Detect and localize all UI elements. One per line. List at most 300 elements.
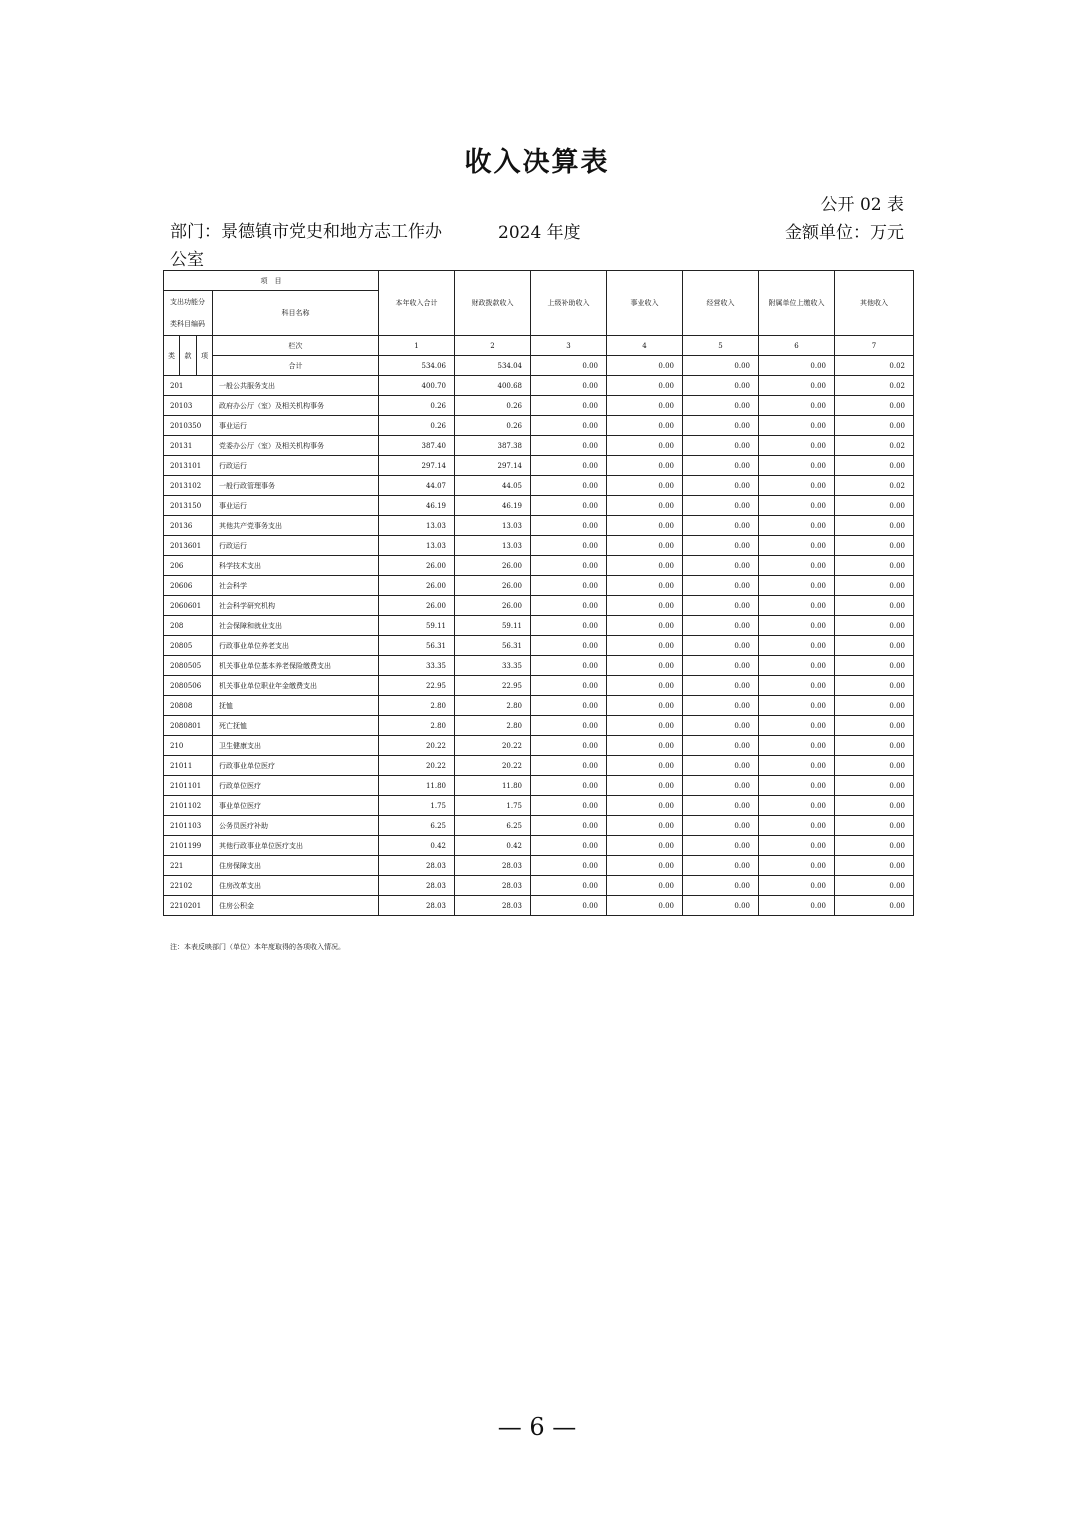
- amount-cell-3: 0.00: [531, 676, 607, 696]
- col-number-5: 5: [683, 336, 759, 356]
- table-row: [164, 556, 914, 576]
- amount-cell-4: 0.00: [607, 816, 683, 836]
- subject-name: 死亡抚恤: [213, 716, 379, 736]
- table-row: [164, 876, 914, 896]
- amount-cell-3: 0.00: [531, 716, 607, 736]
- subject-code: 2010350: [164, 416, 213, 436]
- table-row: [164, 436, 914, 456]
- amount-cell-5: 0.00: [683, 756, 759, 776]
- subject-name: 行政单位医疗: [213, 776, 379, 796]
- amount-cell-2: 26.00: [455, 596, 531, 616]
- amount-cell-5: 0.00: [683, 456, 759, 476]
- amount-cell-3: 0.00: [531, 756, 607, 776]
- amount-cell-6: 0.00: [759, 536, 835, 556]
- project-header: 项 目: [164, 271, 379, 291]
- total-value-6: 0.00: [759, 356, 835, 376]
- kuan-header: 款: [180, 336, 197, 376]
- amount-cell-3: 0.00: [531, 776, 607, 796]
- page-title: 收入决算表: [464, 147, 610, 178]
- amount-cell-2: 28.03: [455, 856, 531, 876]
- amount-cell-5: 0.00: [683, 876, 759, 896]
- amount-cell-3: 0.00: [531, 476, 607, 496]
- amount-cell-1: 44.07: [379, 476, 455, 496]
- department-label: 部门：景德镇市党史和地方志工作办公室: [170, 222, 442, 270]
- amount-cell-2: 22.95: [455, 676, 531, 696]
- amount-cell-2: 0.42: [455, 836, 531, 856]
- subject-code: 2080506: [164, 676, 213, 696]
- subject-name: 卫生健康支出: [213, 736, 379, 756]
- amount-cell-7: 0.00: [835, 836, 914, 856]
- amount-cell-4: 0.00: [607, 496, 683, 516]
- amount-cell-1: 26.00: [379, 576, 455, 596]
- amount-cell-4: 0.00: [607, 656, 683, 676]
- amount-cell-5: 0.00: [683, 396, 759, 416]
- table-row: [164, 596, 914, 616]
- amount-cell-3: 0.00: [531, 596, 607, 616]
- amount-cell-6: 0.00: [759, 756, 835, 776]
- total-label: 合计: [213, 356, 379, 376]
- table-row: [164, 836, 914, 856]
- table-row: [164, 496, 914, 516]
- subject-name: 行政事业单位医疗: [213, 756, 379, 776]
- amount-cell-5: 0.00: [683, 696, 759, 716]
- subject-name: 社会科学: [213, 576, 379, 596]
- total-value-2: 534.04: [455, 356, 531, 376]
- subject-name: 机关事业单位职业年金缴费支出: [213, 676, 379, 696]
- amount-cell-6: 0.00: [759, 496, 835, 516]
- amount-cell-6: 0.00: [759, 616, 835, 636]
- amount-cell-7: 0.00: [835, 596, 914, 616]
- amount-cell-7: 0.00: [835, 656, 914, 676]
- subject-code: 20606: [164, 576, 213, 596]
- amount-cell-5: 0.00: [683, 716, 759, 736]
- subject-name: 其他共产党事务支出: [213, 516, 379, 536]
- table-row: [164, 536, 914, 556]
- amount-cell-1: 2.80: [379, 696, 455, 716]
- amount-cell-1: 2.80: [379, 716, 455, 736]
- amount-cell-5: 0.00: [683, 816, 759, 836]
- amount-cell-6: 0.00: [759, 576, 835, 596]
- total-value-1: 534.06: [379, 356, 455, 376]
- table-row: [164, 776, 914, 796]
- amount-cell-5: 0.00: [683, 836, 759, 856]
- amount-cell-6: 0.00: [759, 416, 835, 436]
- amount-cell-4: 0.00: [607, 396, 683, 416]
- page-number: — 6 —: [497, 1413, 577, 1441]
- func-class-line1: 支出功能分: [164, 291, 213, 314]
- amount-cell-3: 0.00: [531, 876, 607, 896]
- amount-cell-2: 2.80: [455, 716, 531, 736]
- amount-cell-5: 0.00: [683, 636, 759, 656]
- subject-code: 2080801: [164, 716, 213, 736]
- col-number-1: 1: [379, 336, 455, 356]
- subject-code: 2101103: [164, 816, 213, 836]
- subject-code: 210: [164, 736, 213, 756]
- amount-cell-6: 0.00: [759, 716, 835, 736]
- xiang-header: 项: [197, 336, 213, 376]
- amount-cell-6: 0.00: [759, 776, 835, 796]
- table-row: [164, 476, 914, 496]
- amount-cell-4: 0.00: [607, 716, 683, 736]
- amount-cell-4: 0.00: [607, 676, 683, 696]
- subject-code: 2013601: [164, 536, 213, 556]
- amount-cell-1: 33.35: [379, 656, 455, 676]
- col-header-2: 财政拨款收入: [455, 271, 531, 336]
- col-number-6: 6: [759, 336, 835, 356]
- subject-code: 2101199: [164, 836, 213, 856]
- subject-name: 机关事业单位基本养老保险缴费支出: [213, 656, 379, 676]
- total-value-3: 0.00: [531, 356, 607, 376]
- amount-cell-1: 13.03: [379, 516, 455, 536]
- amount-cell-6: 0.00: [759, 876, 835, 896]
- amount-cell-5: 0.00: [683, 536, 759, 556]
- amount-cell-5: 0.00: [683, 596, 759, 616]
- subject-code: 20805: [164, 636, 213, 656]
- subject-name: 事业运行: [213, 496, 379, 516]
- table-row: [164, 856, 914, 876]
- amount-cell-6: 0.00: [759, 836, 835, 856]
- table-row: [164, 616, 914, 636]
- amount-cell-5: 0.00: [683, 416, 759, 436]
- subject-code: 20136: [164, 516, 213, 536]
- col-number-4: 4: [607, 336, 683, 356]
- amount-cell-3: 0.00: [531, 496, 607, 516]
- amount-cell-6: 0.00: [759, 436, 835, 456]
- amount-cell-1: 59.11: [379, 616, 455, 636]
- amount-cell-2: 59.11: [455, 616, 531, 636]
- amount-cell-7: 0.00: [835, 456, 914, 476]
- amount-cell-5: 0.00: [683, 656, 759, 676]
- subject-name: 一般公共服务支出: [213, 376, 379, 396]
- amount-cell-5: 0.00: [683, 556, 759, 576]
- col-number-2: 2: [455, 336, 531, 356]
- amount-cell-7: 0.00: [835, 776, 914, 796]
- amount-cell-1: 56.31: [379, 636, 455, 656]
- total-row: [164, 356, 914, 376]
- table-row: [164, 656, 914, 676]
- amount-cell-6: 0.00: [759, 736, 835, 756]
- amount-cell-7: 0.00: [835, 896, 914, 916]
- table-row: [164, 676, 914, 696]
- table-note: 注：本表反映部门（单位）本年度取得的各项收入情况。: [170, 943, 345, 951]
- table-row: [164, 756, 914, 776]
- amount-cell-5: 0.00: [683, 796, 759, 816]
- amount-cell-7: 0.00: [835, 676, 914, 696]
- subject-code: 2101101: [164, 776, 213, 796]
- subject-code: 2080505: [164, 656, 213, 676]
- amount-cell-5: 0.00: [683, 736, 759, 756]
- amount-cell-6: 0.00: [759, 656, 835, 676]
- amount-cell-1: 400.70: [379, 376, 455, 396]
- table-row: [164, 696, 914, 716]
- subject-name: 事业运行: [213, 416, 379, 436]
- amount-cell-4: 0.00: [607, 516, 683, 536]
- table-row: [164, 816, 914, 836]
- table-row: [164, 376, 914, 396]
- col-header-3: 上级补助收入: [531, 271, 607, 336]
- amount-cell-7: 0.00: [835, 616, 914, 636]
- amount-cell-7: 0.00: [835, 716, 914, 736]
- subject-code: 20808: [164, 696, 213, 716]
- amount-cell-4: 0.00: [607, 576, 683, 596]
- subject-name: 其他行政事业单位医疗支出: [213, 836, 379, 856]
- amount-cell-3: 0.00: [531, 536, 607, 556]
- amount-cell-1: 28.03: [379, 896, 455, 916]
- amount-cell-2: 11.80: [455, 776, 531, 796]
- amount-cell-5: 0.00: [683, 436, 759, 456]
- amount-cell-1: 387.40: [379, 436, 455, 456]
- amount-cell-4: 0.00: [607, 616, 683, 636]
- table-row: [164, 396, 914, 416]
- col-header-6: 附属单位上缴收入: [759, 271, 835, 336]
- subject-code: 2013150: [164, 496, 213, 516]
- amount-cell-3: 0.00: [531, 796, 607, 816]
- subject-code: 206: [164, 556, 213, 576]
- amount-cell-5: 0.00: [683, 576, 759, 596]
- amount-cell-3: 0.00: [531, 896, 607, 916]
- col-header-7: 其他收入: [835, 271, 914, 336]
- amount-cell-2: 28.03: [455, 876, 531, 896]
- amount-cell-7: 0.00: [835, 696, 914, 716]
- func-class-line2: 类科目编码: [164, 313, 213, 336]
- subject-code: 2210201: [164, 896, 213, 916]
- amount-cell-2: 20.22: [455, 736, 531, 756]
- amount-cell-3: 0.00: [531, 696, 607, 716]
- amount-cell-2: 400.68: [455, 376, 531, 396]
- subject-name: 行政运行: [213, 536, 379, 556]
- amount-cell-6: 0.00: [759, 696, 835, 716]
- subject-code: 2013102: [164, 476, 213, 496]
- lei-header: 类: [164, 336, 180, 376]
- amount-cell-3: 0.00: [531, 816, 607, 836]
- subject-name: 住房公积金: [213, 896, 379, 916]
- subject-name: 行政运行: [213, 456, 379, 476]
- amount-cell-6: 0.00: [759, 676, 835, 696]
- subject-code: 2013101: [164, 456, 213, 476]
- subject-name: 政府办公厅（室）及相关机构事务: [213, 396, 379, 416]
- amount-cell-6: 0.00: [759, 376, 835, 396]
- subject-name: 行政事业单位养老支出: [213, 636, 379, 656]
- subject-name: 抚恤: [213, 696, 379, 716]
- amount-cell-3: 0.00: [531, 556, 607, 576]
- amount-cell-4: 0.00: [607, 836, 683, 856]
- amount-cell-6: 0.00: [759, 636, 835, 656]
- amount-cell-2: 20.22: [455, 756, 531, 776]
- amount-cell-6: 0.00: [759, 596, 835, 616]
- table-row: [164, 796, 914, 816]
- amount-cell-7: 0.00: [835, 736, 914, 756]
- amount-cell-4: 0.00: [607, 636, 683, 656]
- amount-cell-6: 0.00: [759, 456, 835, 476]
- amount-cell-6: 0.00: [759, 816, 835, 836]
- amount-cell-1: 28.03: [379, 876, 455, 896]
- amount-cell-5: 0.00: [683, 896, 759, 916]
- amount-cell-1: 20.22: [379, 756, 455, 776]
- amount-cell-2: 297.14: [455, 456, 531, 476]
- amount-cell-3: 0.00: [531, 516, 607, 536]
- col-number-7: 7: [835, 336, 914, 356]
- amount-cell-1: 0.42: [379, 836, 455, 856]
- table-row: [164, 736, 914, 756]
- amount-unit: 金额单位：万元: [785, 223, 904, 243]
- amount-cell-7: 0.00: [835, 416, 914, 436]
- amount-cell-7: 0.00: [835, 756, 914, 776]
- form-number: 公开 02 表: [820, 195, 904, 215]
- col-header-1: 本年收入合计: [379, 271, 455, 336]
- amount-cell-5: 0.00: [683, 516, 759, 536]
- amount-cell-1: 26.00: [379, 556, 455, 576]
- subject-code: 20103: [164, 396, 213, 416]
- fiscal-year: 2024 年度: [498, 223, 581, 243]
- amount-cell-6: 0.00: [759, 856, 835, 876]
- amount-cell-3: 0.00: [531, 376, 607, 396]
- amount-cell-1: 297.14: [379, 456, 455, 476]
- amount-cell-2: 26.00: [455, 576, 531, 596]
- subject-code: 22102: [164, 876, 213, 896]
- amount-cell-7: 0.02: [835, 476, 914, 496]
- col-number-3: 3: [531, 336, 607, 356]
- amount-cell-2: 387.38: [455, 436, 531, 456]
- income-table: [163, 270, 914, 916]
- amount-cell-2: 33.35: [455, 656, 531, 676]
- amount-cell-6: 0.00: [759, 516, 835, 536]
- amount-cell-3: 0.00: [531, 636, 607, 656]
- subject-code: 208: [164, 616, 213, 636]
- amount-cell-1: 20.22: [379, 736, 455, 756]
- subject-name: 一般行政管理事务: [213, 476, 379, 496]
- table-row: [164, 516, 914, 536]
- amount-cell-5: 0.00: [683, 376, 759, 396]
- amount-cell-4: 0.00: [607, 536, 683, 556]
- amount-cell-7: 0.02: [835, 376, 914, 396]
- subject-code: 2101102: [164, 796, 213, 816]
- amount-cell-2: 1.75: [455, 796, 531, 816]
- amount-cell-7: 0.00: [835, 556, 914, 576]
- amount-cell-4: 0.00: [607, 856, 683, 876]
- amount-cell-2: 13.03: [455, 516, 531, 536]
- header-row-project: [164, 271, 914, 291]
- amount-cell-2: 56.31: [455, 636, 531, 656]
- amount-cell-5: 0.00: [683, 496, 759, 516]
- amount-cell-3: 0.00: [531, 836, 607, 856]
- amount-cell-4: 0.00: [607, 776, 683, 796]
- subject-code: 201: [164, 376, 213, 396]
- amount-cell-3: 0.00: [531, 416, 607, 436]
- amount-cell-4: 0.00: [607, 756, 683, 776]
- amount-cell-6: 0.00: [759, 396, 835, 416]
- col-header-5: 经营收入: [683, 271, 759, 336]
- total-value-4: 0.00: [607, 356, 683, 376]
- amount-cell-2: 13.03: [455, 536, 531, 556]
- amount-cell-7: 0.00: [835, 396, 914, 416]
- amount-cell-2: 6.25: [455, 816, 531, 836]
- amount-cell-7: 0.00: [835, 576, 914, 596]
- subject-name: 社会保障和就业支出: [213, 616, 379, 636]
- amount-cell-4: 0.00: [607, 436, 683, 456]
- subject-name: 住房保障支出: [213, 856, 379, 876]
- subject-name: 科学技术支出: [213, 556, 379, 576]
- amount-cell-4: 0.00: [607, 476, 683, 496]
- amount-cell-6: 0.00: [759, 796, 835, 816]
- amount-cell-2: 44.05: [455, 476, 531, 496]
- table-row: [164, 636, 914, 656]
- subject-name: 公务员医疗补助: [213, 816, 379, 836]
- subject-code: 221: [164, 856, 213, 876]
- amount-cell-4: 0.00: [607, 556, 683, 576]
- subject-code: 2060601: [164, 596, 213, 616]
- amount-cell-7: 0.00: [835, 496, 914, 516]
- subject-name: 社会科学研究机构: [213, 596, 379, 616]
- amount-cell-4: 0.00: [607, 376, 683, 396]
- amount-cell-2: 28.03: [455, 896, 531, 916]
- amount-cell-2: 26.00: [455, 556, 531, 576]
- amount-cell-4: 0.00: [607, 876, 683, 896]
- amount-cell-1: 0.26: [379, 416, 455, 436]
- amount-cell-2: 0.26: [455, 396, 531, 416]
- amount-cell-7: 0.00: [835, 796, 914, 816]
- amount-cell-5: 0.00: [683, 856, 759, 876]
- lanci-label: 栏次: [213, 336, 379, 356]
- subject-code: 21011: [164, 756, 213, 776]
- amount-cell-5: 0.00: [683, 476, 759, 496]
- amount-cell-4: 0.00: [607, 416, 683, 436]
- amount-cell-7: 0.00: [835, 636, 914, 656]
- amount-cell-5: 0.00: [683, 776, 759, 796]
- amount-cell-4: 0.00: [607, 696, 683, 716]
- amount-cell-1: 26.00: [379, 596, 455, 616]
- total-value-7: 0.02: [835, 356, 914, 376]
- amount-cell-1: 22.95: [379, 676, 455, 696]
- subject-code: 20131: [164, 436, 213, 456]
- table-row: [164, 576, 914, 596]
- amount-cell-3: 0.00: [531, 616, 607, 636]
- table-row: [164, 716, 914, 736]
- amount-cell-5: 0.00: [683, 676, 759, 696]
- amount-cell-7: 0.02: [835, 436, 914, 456]
- total-value-5: 0.00: [683, 356, 759, 376]
- table-row: [164, 456, 914, 476]
- amount-cell-1: 46.19: [379, 496, 455, 516]
- amount-cell-3: 0.00: [531, 396, 607, 416]
- amount-cell-3: 0.00: [531, 856, 607, 876]
- amount-cell-5: 0.00: [683, 616, 759, 636]
- subject-name: 住房改革支出: [213, 876, 379, 896]
- amount-cell-7: 0.00: [835, 856, 914, 876]
- amount-cell-4: 0.00: [607, 896, 683, 916]
- amount-cell-2: 46.19: [455, 496, 531, 516]
- amount-cell-1: 28.03: [379, 856, 455, 876]
- amount-cell-3: 0.00: [531, 436, 607, 456]
- amount-cell-4: 0.00: [607, 456, 683, 476]
- amount-cell-7: 0.00: [835, 876, 914, 896]
- amount-cell-3: 0.00: [531, 656, 607, 676]
- header-row-lanci: [164, 336, 914, 356]
- table-row: [164, 416, 914, 436]
- amount-cell-3: 0.00: [531, 456, 607, 476]
- amount-cell-1: 6.25: [379, 816, 455, 836]
- amount-cell-4: 0.00: [607, 796, 683, 816]
- amount-cell-1: 0.26: [379, 396, 455, 416]
- amount-cell-1: 1.75: [379, 796, 455, 816]
- amount-cell-3: 0.00: [531, 576, 607, 596]
- amount-cell-7: 0.00: [835, 816, 914, 836]
- subject-name: 事业单位医疗: [213, 796, 379, 816]
- amount-cell-7: 0.00: [835, 536, 914, 556]
- amount-cell-2: 2.80: [455, 696, 531, 716]
- amount-cell-6: 0.00: [759, 556, 835, 576]
- amount-cell-3: 0.00: [531, 736, 607, 756]
- amount-cell-1: 11.80: [379, 776, 455, 796]
